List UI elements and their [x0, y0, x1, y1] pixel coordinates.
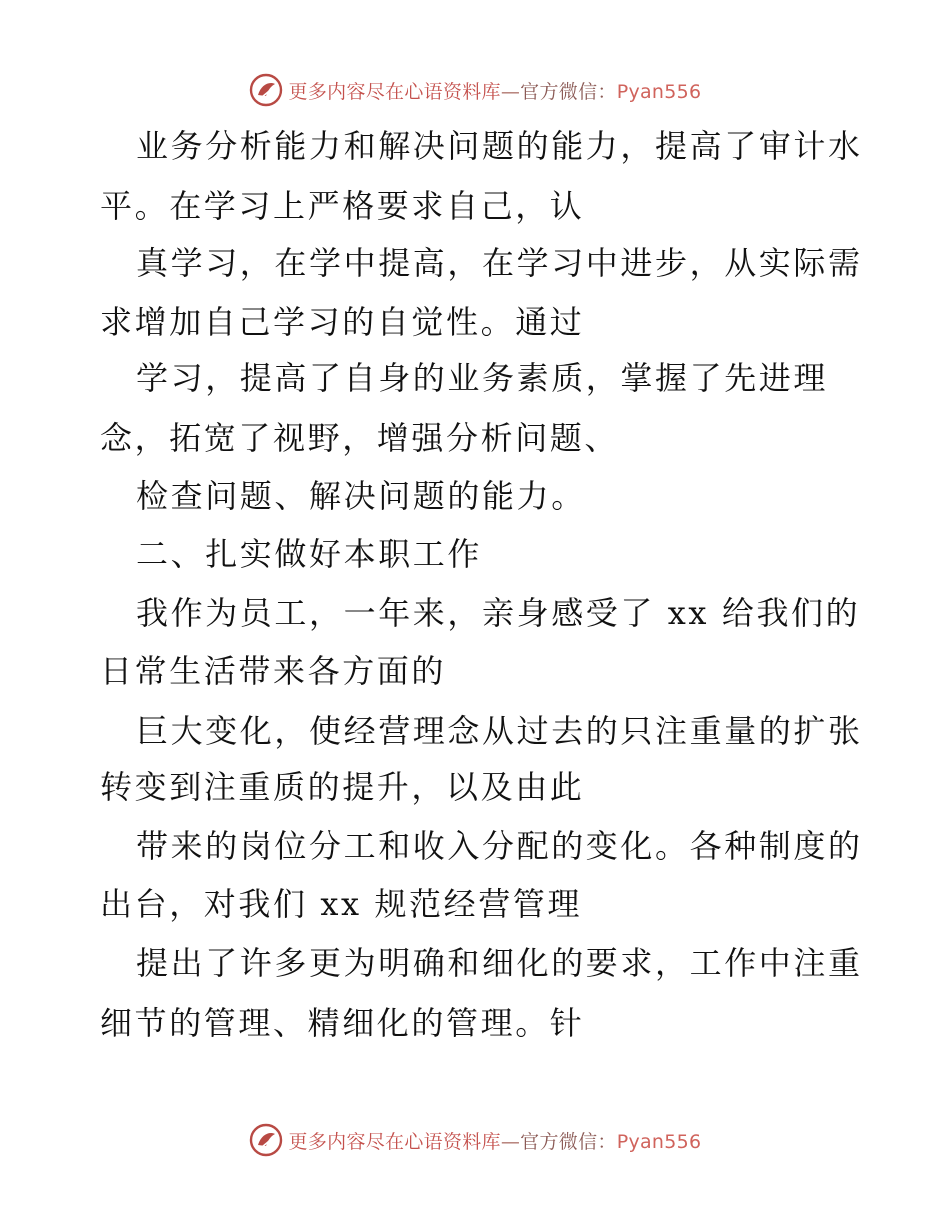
text-line: 巨大变化，使经营理念从过去的只注重量的扩张: [136, 712, 863, 750]
watermark-text: [289, 77, 702, 104]
text-line: 真学习，在学中提高，在学习中进步，从实际需: [136, 244, 863, 282]
text-line: 日常生活带来各方面的: [100, 652, 447, 690]
watermark-wechat-label: 官方微信：: [520, 1130, 617, 1153]
text-line: 出台，对我们 xx 规范经营管理: [100, 885, 583, 923]
text-line: 检查问题、解决问题的能力。: [136, 477, 586, 515]
watermark-dash: —: [500, 80, 521, 103]
brand-logo-icon: [249, 1123, 283, 1157]
text-line: 我作为员工，一年来，亲身感受了 xx 给我们的: [136, 594, 861, 632]
watermark-text: [289, 1127, 702, 1154]
text-line: 念，拓宽了视野，增强分析问题、: [100, 419, 620, 457]
section-heading: 二、扎实做好本职工作: [136, 535, 483, 573]
text-line: 细节的管理、精细化的管理。针: [100, 1004, 585, 1042]
text-line: 学习，提高了自身的业务素质，掌握了先进理: [136, 359, 829, 397]
watermark-dash: —: [500, 1130, 521, 1153]
header-watermark-banner: [0, 70, 950, 110]
text-line: 求增加自己学习的自觉性。通过: [100, 303, 585, 341]
text-line: 转变到注重质的提升，以及由此: [100, 768, 585, 806]
watermark-main-text: 更多内容尽在心语资料库: [288, 1130, 501, 1153]
text-line: 提出了许多更为明确和细化的要求，工作中注重: [136, 944, 863, 982]
brand-logo-icon: [249, 73, 283, 107]
text-line: 带来的岗位分工和收入分配的变化。各种制度的: [136, 827, 863, 865]
watermark-main-text: 更多内容尽在心语资料库: [288, 80, 501, 103]
watermark-wechat-label: 官方微信：: [520, 80, 617, 103]
watermark-wechat-id: Pyan556: [616, 80, 702, 103]
footer-watermark-banner: [0, 1120, 950, 1160]
watermark-wechat-id: Pyan556: [616, 1130, 702, 1153]
text-line: 平。在学习上严格要求自己，认: [100, 187, 585, 225]
text-line: 业务分析能力和解决问题的能力，提高了审计水: [136, 127, 863, 165]
